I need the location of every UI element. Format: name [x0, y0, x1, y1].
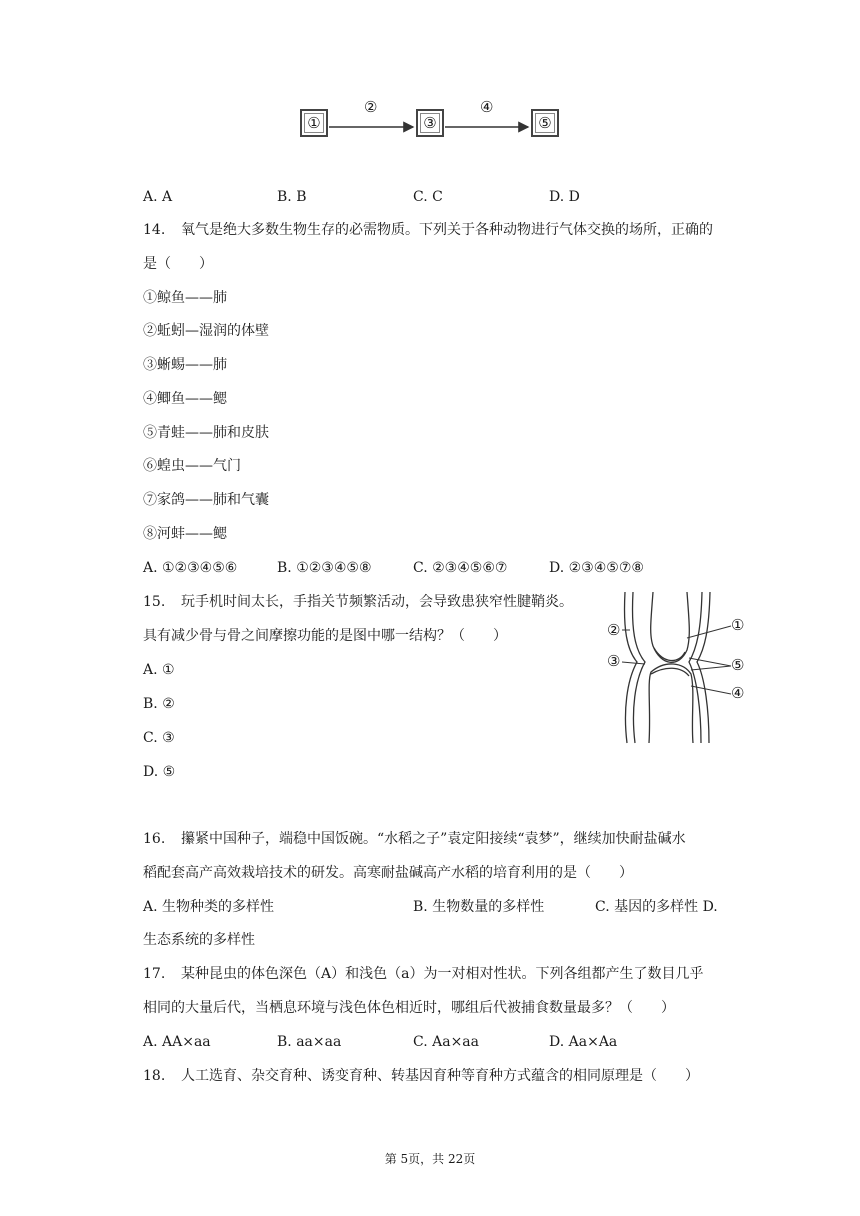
- flow-arrow-label-2: ④: [480, 98, 494, 116]
- flow-box-1: ①: [300, 109, 328, 137]
- q16-option-c: C. 基因的多样性 D.: [595, 899, 718, 915]
- q17-option-a: A. AA×aa: [143, 1034, 211, 1050]
- flow-box-2: ③: [416, 109, 444, 137]
- q16-option-a: A. 生物种类的多样性: [143, 899, 275, 915]
- q14-item: ⑥蝗虫——气门: [143, 458, 241, 474]
- q14-item: ⑦家鸽——肺和气囊: [143, 492, 269, 508]
- flow-arrow-label-1: ②: [364, 98, 378, 116]
- q14-item: ⑤青蛙——肺和皮肤: [143, 425, 269, 441]
- q14-item: ②蚯蚓—湿润的体壁: [143, 323, 269, 339]
- q15-option-c: C. ③: [143, 730, 175, 746]
- joint-label: ②: [607, 621, 621, 639]
- q16-stem: 16. 攥紧中国种子，端稳中国饭碗。“水稻之子”袁定阳接续“袁梦”，继续加快耐盐碱水: [143, 831, 686, 847]
- q13-option-b: B. B: [277, 189, 307, 205]
- q15-stem-cont: 具有减少骨与骨之间摩擦功能的是图中哪一结构？（ ）: [143, 628, 507, 644]
- q17-stem-cont: 相同的大量后代，当栖息环境与浅色体色相近时，哪组后代被捕食数量最多？（ ）: [143, 1000, 675, 1016]
- q15-option-a: A. ①: [143, 662, 175, 678]
- q14-stem: 14. 氧气是绝大多数生物生存的必需物质。下列关于各种动物进行气体交换的场所，正确的: [143, 222, 713, 238]
- flow-box-3: ⑤: [531, 109, 559, 137]
- joint-label: ④: [731, 684, 745, 702]
- q15-stem: 15. 玩手机时间太长，手指关节频繁活动，会导致患狭窄性腱鞘炎。: [143, 594, 573, 610]
- q13-option-d: D. D: [549, 189, 580, 205]
- q13-option-c: C. C: [413, 189, 443, 205]
- q13-option-a: A. A: [143, 189, 173, 205]
- page-footer: 第 5页，共 22页: [384, 1152, 476, 1166]
- q14-item: ⑧河蚌——鳃: [143, 526, 227, 542]
- flow-diagram: [298, 98, 562, 146]
- q14-item: ①鲸鱼——肺: [143, 290, 227, 306]
- q17-option-c: C. Aa×aa: [413, 1034, 479, 1050]
- q14-option-b: B. ①②③④⑤⑧: [277, 560, 372, 576]
- q14-stem-cont: 是（ ）: [143, 256, 213, 272]
- q15-option-d: D. ⑤: [143, 764, 176, 780]
- q14-item: ④鲫鱼——鳃: [143, 391, 227, 407]
- joint-label: ①: [731, 616, 745, 634]
- q17-option-b: B. aa×aa: [277, 1034, 342, 1050]
- q16-option-d: 生态系统的多样性: [143, 932, 255, 948]
- q16-stem-cont: 稻配套高产高效栽培技术的研发。高寒耐盐碱高产水稻的培育利用的是（ ）: [143, 865, 633, 881]
- q17-stem: 17. 某种昆虫的体色深色（A）和浅色（a）为一对相对性状。下列各组都产生了数目几乎: [143, 966, 704, 982]
- q15-option-b: B. ②: [143, 696, 175, 712]
- joint-label: ⑤: [731, 656, 745, 674]
- q14-option-c: C. ②③④⑤⑥⑦: [413, 560, 508, 576]
- q17-option-d: D. Aa×Aa: [549, 1034, 618, 1050]
- q14-option-a: A. ①②③④⑤⑥: [143, 560, 238, 576]
- joint-figure: [605, 590, 760, 745]
- joint-label: ③: [607, 652, 621, 670]
- q18-stem: 18. 人工选育、杂交育种、诱变育种、转基因育种等育种方式蕴含的相同原理是（ ）: [143, 1068, 699, 1084]
- q14-option-d: D. ②③④⑤⑦⑧: [549, 560, 644, 576]
- q16-option-b: B. 生物数量的多样性: [413, 899, 545, 915]
- q14-item: ③蜥蜴——肺: [143, 357, 227, 373]
